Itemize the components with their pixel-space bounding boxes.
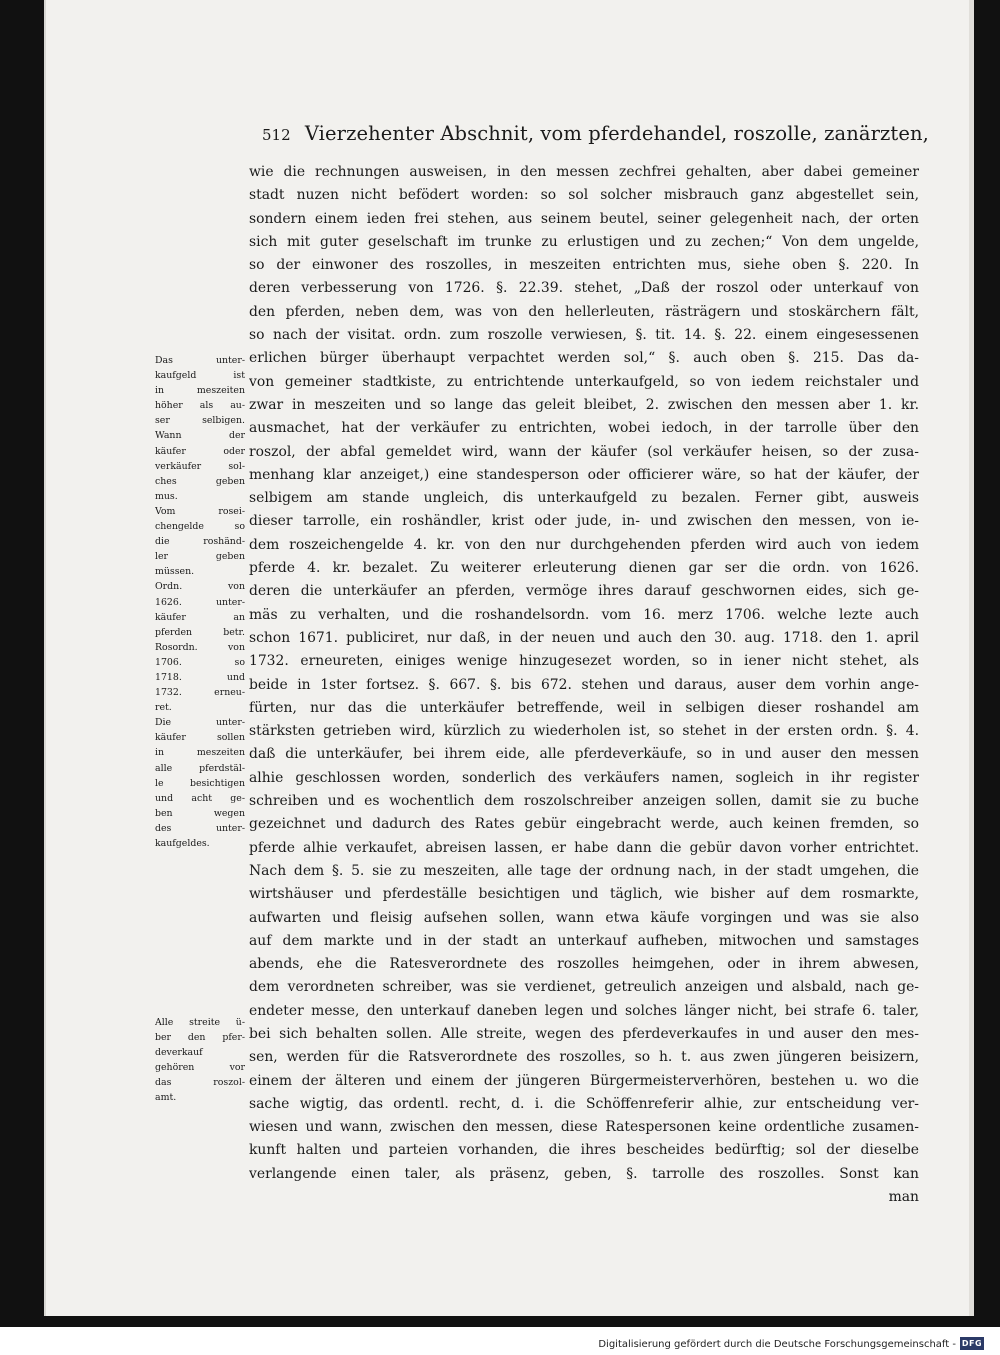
marginal-note-line: des unter- xyxy=(155,822,245,834)
body-text-line: aufwarten und fleisig aufsehen sollen, wann etwa käufe vorgingen und was sie also xyxy=(249,909,919,926)
body-text-line: sache wigtig, das ordentl. recht, d. i. die Schöffenreferir alhie, zur entscheidung ver- xyxy=(249,1095,919,1112)
body-text-line: wirtshäuser und pferdeställe besichtigen und täglich, wie bisher auf dem rosmarkte, xyxy=(249,886,919,903)
body-text-line: Nach dem §. 5. sie zu meszeiten, alle tage der ordnung nach, in der stadt umgehen, die xyxy=(249,862,919,879)
body-text-line: sich mit guter geselschaft im trunke zu erlustigen und zu zechen;“ Von dem ungelde, xyxy=(249,233,919,250)
body-text-line: mäs zu verhalten, und die roshandelsordn. vom 16. merz 1706. welche lezte auch xyxy=(249,606,919,623)
marginal-note-line: ches geben xyxy=(155,475,245,487)
body-text-line: verlangende einen taler, als präsenz, geben, §. tarrolle des roszolles. Sonst kan xyxy=(249,1165,919,1182)
marginal-note-line: 1706. so xyxy=(155,656,245,668)
marginal-note-line: 1718. und xyxy=(155,671,245,683)
marginal-note-line: ler geben xyxy=(155,551,245,563)
body-text-line: stärksten getrieben wird, kürzlich zu wiederholen ist, so stehet in der ersten ordn. §. 4. xyxy=(249,723,919,740)
body-text-line: auf dem markte und in der stadt an unterkauf aufheben, mitwochen und samstages xyxy=(249,932,919,949)
marginal-note-line: pferden betr. xyxy=(155,626,245,638)
body-text-line: dem roszeichengelde 4. kr. von den nur durchgehenden pferden wird auch von iedem xyxy=(249,536,919,553)
dfg-logo: DFG xyxy=(961,1339,983,1348)
body-text-line: dieser tarrolle, ein roshändler, krist oder jude, in- und zwischen den messen, von ie- xyxy=(249,513,919,530)
body-text-line: menhang klar anzeiget,) eine standesperson oder officierer wäre, so hat der käufer, der xyxy=(249,466,919,483)
marginal-note-line: Das unter- xyxy=(155,355,245,366)
body-text-line: dem verordneten schreiber, was sie verdienet, getreulich anzeigen und alsbald, nach ge- xyxy=(249,979,919,996)
marginal-note-line: Wann der xyxy=(155,430,245,442)
body-text-line: sondern einem ieden frei stehen, aus seinem beutel, seiner gelegenheit nach, der orten xyxy=(249,210,919,227)
marginal-note-line: chengelde so xyxy=(155,521,245,533)
marginal-note-line: und acht ge- xyxy=(155,792,245,804)
body-text-line: von gemeiner stadtkiste, zu entrichtende unterkaufgeld, so von iedem reichstaler und xyxy=(249,373,919,390)
marginal-note-line: Rosordn. von xyxy=(155,641,245,653)
body-text-line: stadt nuzen nicht befödert worden: so sol solcher misbrauch ganz abgestellet sein, xyxy=(249,187,919,204)
marginal-note-line: Die unter- xyxy=(155,717,245,729)
body-text-line: beide in 1ster fortsez. §. 667. §. bis 672. stehen und daraus, auser dem vorhin ange- xyxy=(249,676,919,693)
main-text-block xyxy=(249,161,919,1209)
marginal-note-line: 1732. erneu- xyxy=(155,687,245,699)
page-number: 512 xyxy=(262,126,291,144)
body-text-line: schreiben und es wochentlich dem roszolschreiber anzeigen sollen, damit sie zu buche xyxy=(249,793,919,810)
marginal-note-line: käufer sollen xyxy=(155,732,245,744)
marginal-note-line: die roshänd- xyxy=(155,536,245,548)
marginal-note-line: 1626. unter- xyxy=(155,596,245,608)
marginal-note-line: deverkauf xyxy=(155,1047,203,1059)
body-text-line: zwar in meszeiten und so lange das geleit bleibet, 2. zwischen den messen aber 1. kr. xyxy=(249,396,919,413)
marginal-note-line: amt. xyxy=(155,1092,177,1104)
marginal-note-unterkaufgeld xyxy=(155,353,245,851)
header-title: Vierzehenter Abschnit, vom pferdehandel, roszolle, zanärzten, xyxy=(304,122,929,145)
marginal-note-line: kaufgeldes. xyxy=(155,838,210,849)
marginal-note-line: ret. xyxy=(155,702,172,714)
body-text-line: kunft halten und parteien vorhanden, die ihres bescheides bedürftig; sol der dieselbe xyxy=(249,1142,919,1159)
body-text-line: wie die rechnungen ausweisen, in den messen zechfrei gehalten, aber dabei gemeiner xyxy=(249,164,919,180)
marginal-note-line: ben wegen xyxy=(155,807,245,819)
body-text-line: bei sich behalten sollen. Alle streite, wegen des pferdeverkaufes in und auser den mes- xyxy=(249,1025,919,1042)
marginal-note-line: Vom rosei- xyxy=(155,505,245,517)
marginal-note-line: müssen. xyxy=(155,566,195,578)
body-text-line: ausmachet, hat der verkäufer zu entrichten, wobei iedoch, in der tarrolle über den xyxy=(249,420,919,437)
body-text-line: roszol, der abfal gemeldet wird, wann der käufer (sol verkäufer heisen, so der zusa- xyxy=(249,443,919,460)
body-text-line: fürten, nur das die unterkäufer betreffende, weil in selbigen dieser roshandel am xyxy=(249,699,919,716)
marginal-note-line: käufer oder xyxy=(155,445,245,457)
marginal-note-line: höher als au- xyxy=(155,400,245,412)
body-text-line: 1732. erneureten, einiges wenige hinzugesezet worden, so in iener nicht stehet, als xyxy=(249,653,919,670)
body-text-line: wiesen und wann, zwischen den messen, diese Ratespersonen keine ordentliche zusamen- xyxy=(249,1119,919,1136)
footer-credit: Digitalisierung gefördert durch die Deutsche Forschungsgemeinschaft - xyxy=(598,1339,956,1350)
marginal-note-line: kaufgeld ist xyxy=(155,370,245,382)
marginal-note-line: in meszeiten xyxy=(155,385,245,397)
body-text-line: pferde 4. kr. bezalet. Zu weiterer erleuterung dienen gar ser die ordn. von 1626. xyxy=(249,560,919,577)
marginal-note-line: das roszol- xyxy=(155,1077,245,1089)
body-text-line: den pferden, neben dem, was von den hellerleuten, rästrägern und stoskärchern fält, xyxy=(249,303,919,320)
marginal-note-line: Alle streite ü- xyxy=(155,1017,245,1028)
body-text-line: man xyxy=(888,1189,919,1206)
body-text-line: sen, werden für die Ratsverordnete des roszolles, so h. t. aus zwen jüngeren beisizern, xyxy=(249,1049,919,1066)
body-text-line: deren die unterkäufer an pferden, vermöge ihres darauf geschwornen eides, sich ge- xyxy=(249,583,919,600)
marginal-note-streite xyxy=(155,1015,245,1106)
body-text-line: endeter messe, den unterkauf daneben legen und solches länger nicht, bei strafe 6. taler, xyxy=(249,1002,919,1019)
body-text-line: erlichen bürger überhaupt verpachtet werden sol,“ §. auch oben §. 215. Das da- xyxy=(249,350,919,367)
body-text-line: alhie geschlossen worden, sonderlich des verkäufers namen, sogleich in ihr register xyxy=(249,769,919,786)
marginal-note-line: ser selbigen. xyxy=(155,415,245,427)
body-text-line: selbigem am stande ungleich, dis unterkaufgeld zu bezalen. Ferner gibt, ausweis xyxy=(249,490,919,507)
body-text-line: so nach der visitat. ordn. zum roszolle verwiesen, §. tit. 14. §. 22. einem eingesessenen xyxy=(249,327,919,344)
marginal-note-line: gehören vor xyxy=(155,1062,245,1074)
body-text-line: gezeichnet und dadurch des Rates gebür eingebracht werde, auch keinen fremden, so xyxy=(249,816,919,833)
body-text-line: daß die unterkäufer, bei ihrem eide, alle pferdeverkäufe, so in und auser den messen xyxy=(249,746,919,763)
body-text-line: pferde alhie verkaufet, abreisen lassen, er habe dann die gebür davon vorher entrichtet. xyxy=(249,839,919,856)
body-text-line: schon 1671. publiciret, nur daß, in der neuen und auch den 30. aug. 1718. den 1. april xyxy=(249,629,919,646)
marginal-note-line: le besichtigen xyxy=(155,777,245,789)
running-header xyxy=(262,119,929,149)
body-text-line: so der einwoner des roszolles, in meszeiten entrichten mus, siehe oben §. 220. In xyxy=(249,257,919,274)
marginal-note-line: ber den pfer- xyxy=(155,1032,245,1044)
body-text-line: abends, ehe die Ratesverordnete des roszolles heimgehen, oder in ihrem abwesen, xyxy=(249,956,919,973)
body-text-line: deren verbesserung von 1726. §. 22.39. stehet, „Daß der roszol oder unterkauf von xyxy=(249,280,919,297)
marginal-note-line: käufer an xyxy=(155,611,245,623)
marginal-note-line: alle pferdstäl- xyxy=(155,762,245,774)
marginal-note-line: verkäufer sol- xyxy=(155,460,245,472)
marginal-note-line: mus. xyxy=(155,490,178,502)
marginal-note-line: in meszeiten xyxy=(155,747,245,759)
marginal-note-line: Ordn. von xyxy=(155,581,245,593)
body-text-line: einem der älteren und einem der jüngeren Bürgermeisterverhören, bestehen u. wo die xyxy=(249,1072,919,1089)
